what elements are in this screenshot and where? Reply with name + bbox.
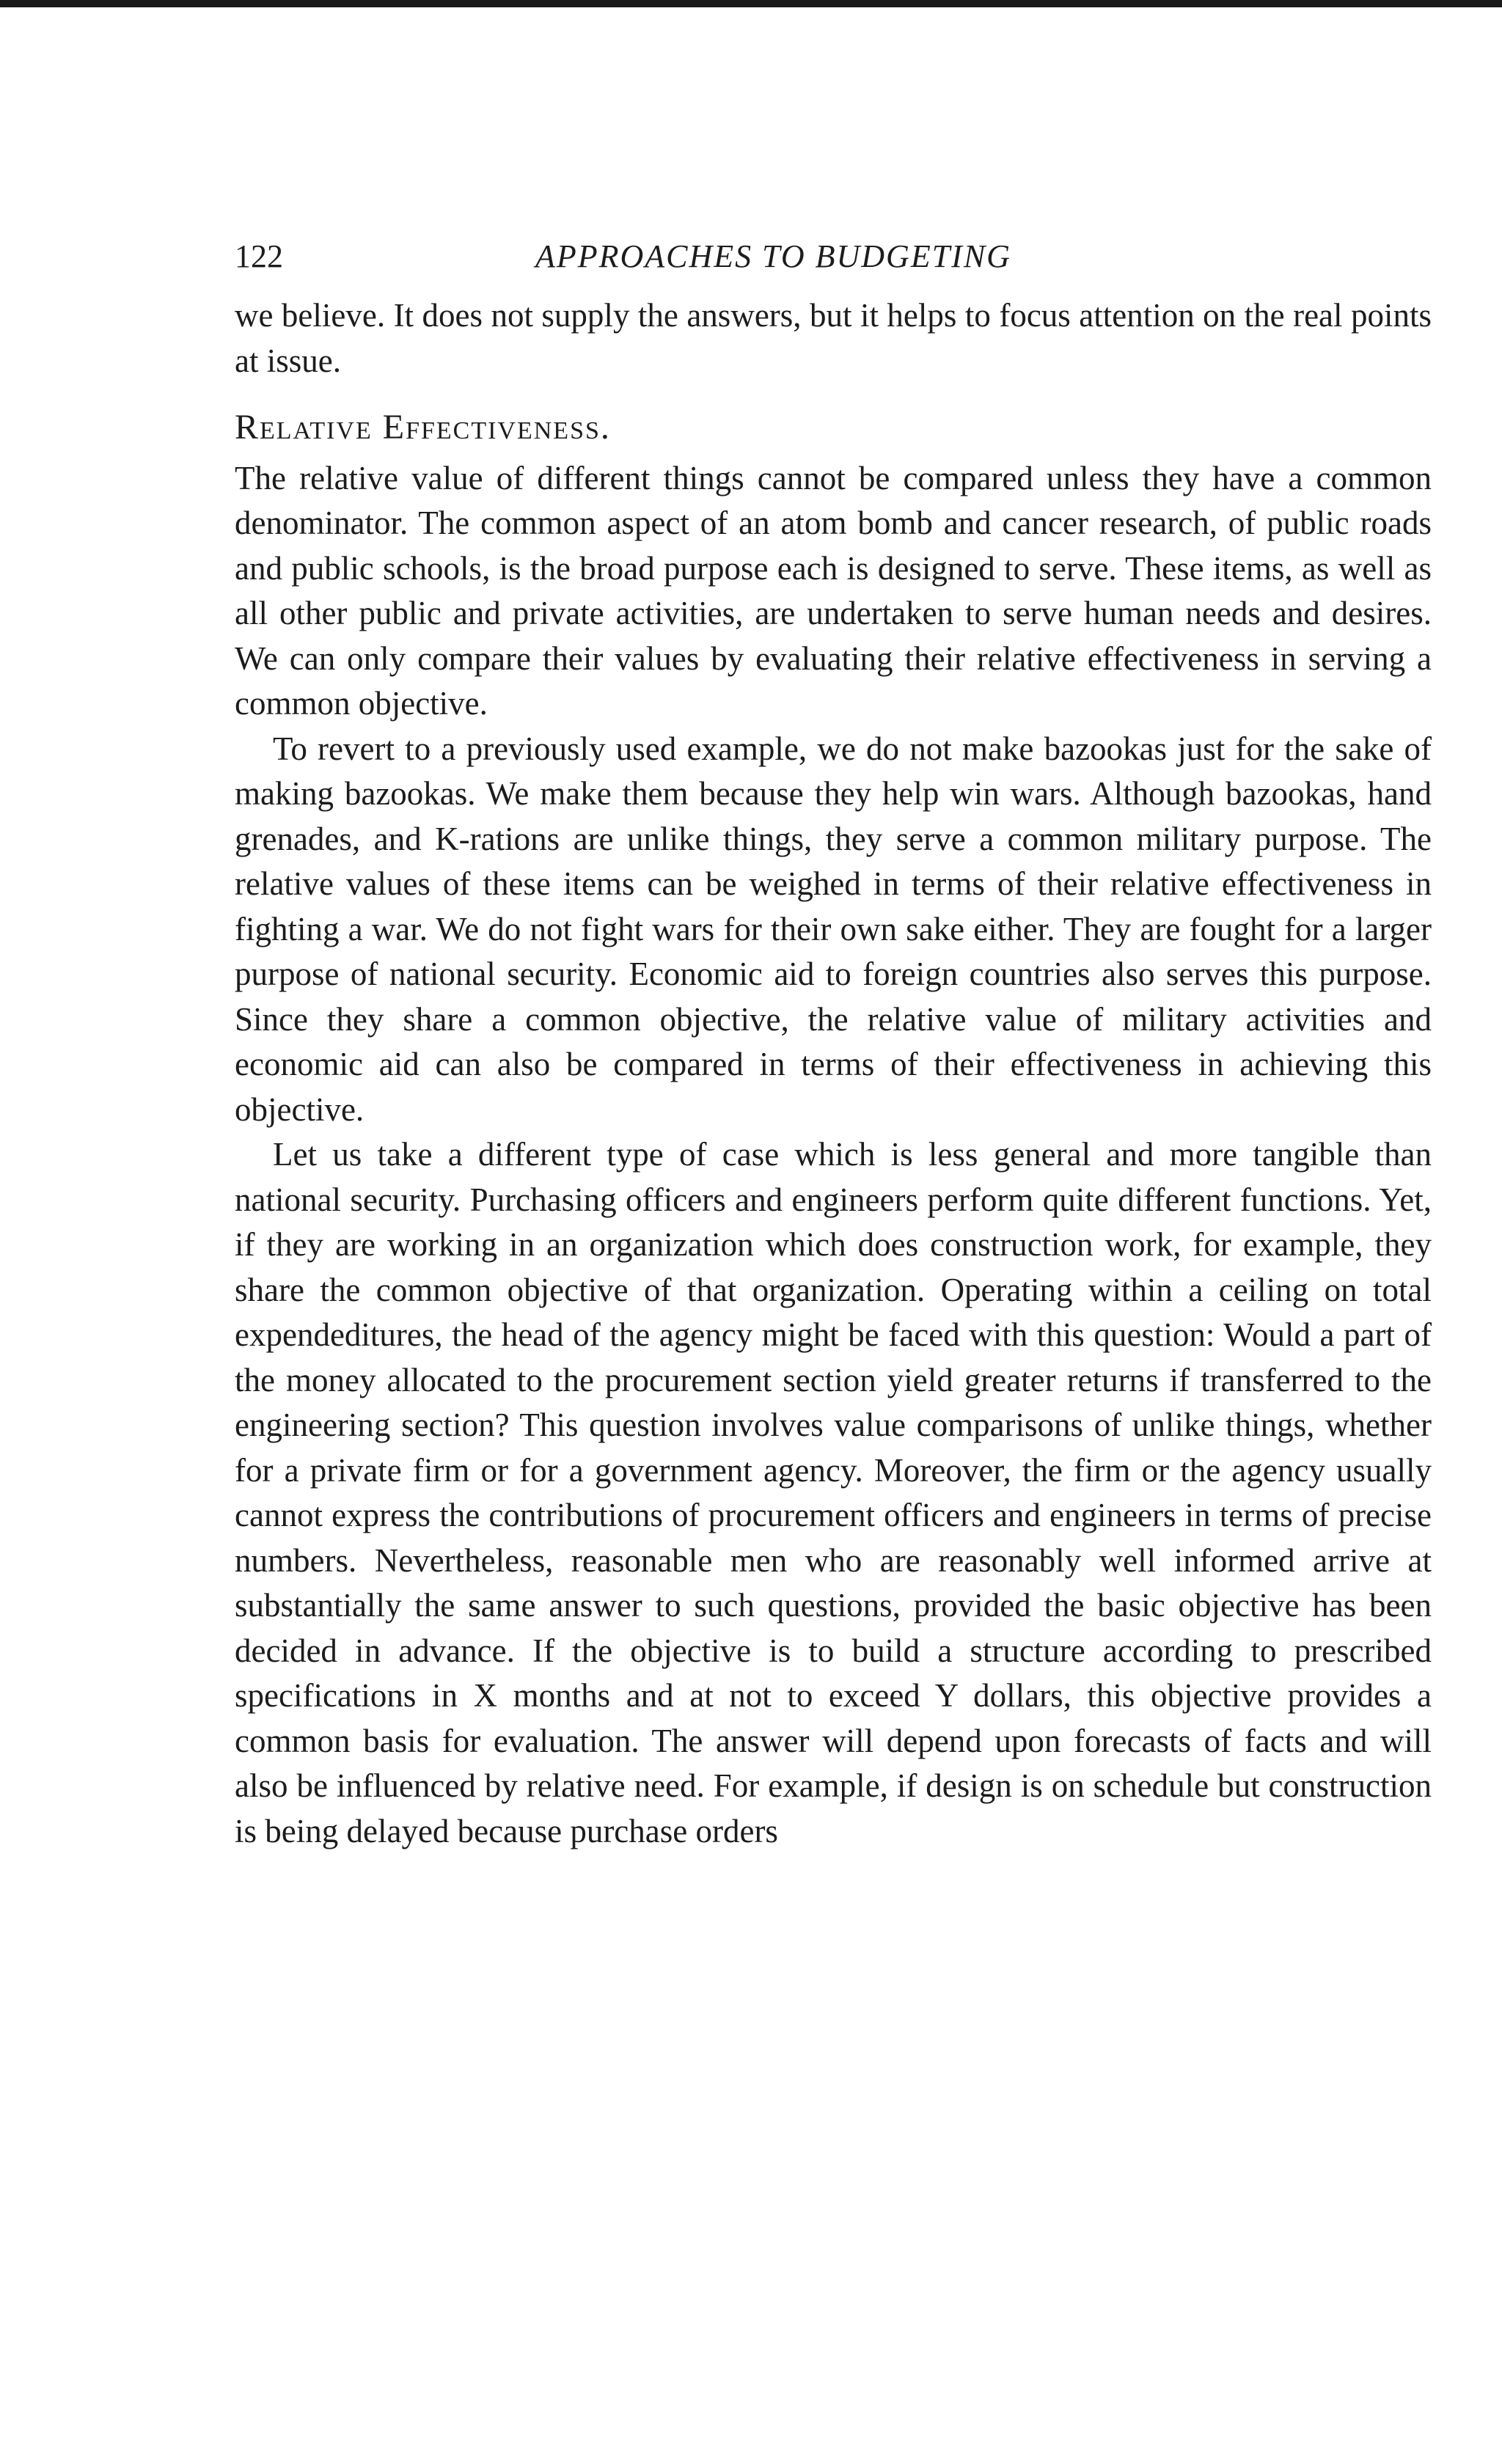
section-heading: Relative Effectiveness. [235, 408, 611, 447]
running-title: APPROACHES TO BUDGETING [535, 238, 1011, 274]
paragraph-1: The relative value of different things cannot be compared unless they have a common denominator. The common aspect of an atom bomb and cancer research, of public roads and public schools, is the broad purpose each is designed to serve. These items, as well as all other public and private activities, are undertaken to serve human needs and desires. We can only compare their values by evaluating their relative effectiveness in serving a common objective. [235, 459, 1432, 722]
paragraph-3: Let us take a different type of case which is less general and more tangible than national security. Purchasing officers and engineers perform quite different functions. Yet, if they are working in an organization which does construction work, for example, they share the common objective of that organization. Operating within a ceiling on total expendeditures, the head of the agency might be faced with this question: Would a part of the money allocated to the procurement section yield greater returns if transferred to the engineering section? This question involves value comparisons of unlike things, whether for a private firm or for a government agency. Moreover, the firm or the agency usually cannot express the contributions of procurement officers and engineers in terms of precise numbers. Nevertheless, reasonable men who are reasonably well informed arrive at substantially the same answer to such questions, provided the basic objective has been decided in advance. If the objective is to build a structure according to prescribed specifications in X months and at not to exceed Y dollars, this objective provides a common basis for evaluation. The answer will depend upon forecasts of facts and will also be influenced by relative need. For example, if design is on schedule but construction is being delayed because purchase orders [235, 1136, 1432, 1849]
paragraph-2: To revert to a previously used example, we do not make bazookas just for the sake of making bazookas. We make them because they help win wars. Although bazookas, hand grenades, and K-rations are unlike things, they serve a common military purpose. The relative values of these items can be weighed in terms of their relative effectiveness in fighting a war. We do not fight wars for their own sake either. They are fought for a larger purpose of national security. Economic aid to foreign countries also serves this purpose. Since they share a common objective, the relative value of military activities and economic aid can also be compared in terms of their effectiveness in achieving this objective. [235, 730, 1432, 1128]
running-head [235, 235, 1432, 293]
book-page [235, 235, 1432, 1854]
page-number: 122 [235, 238, 283, 274]
continuation-paragraph: we believe. It does not supply the answers, but it helps to focus attention on the real points at issue. [235, 297, 1432, 379]
scan-top-border [0, 0, 1502, 7]
